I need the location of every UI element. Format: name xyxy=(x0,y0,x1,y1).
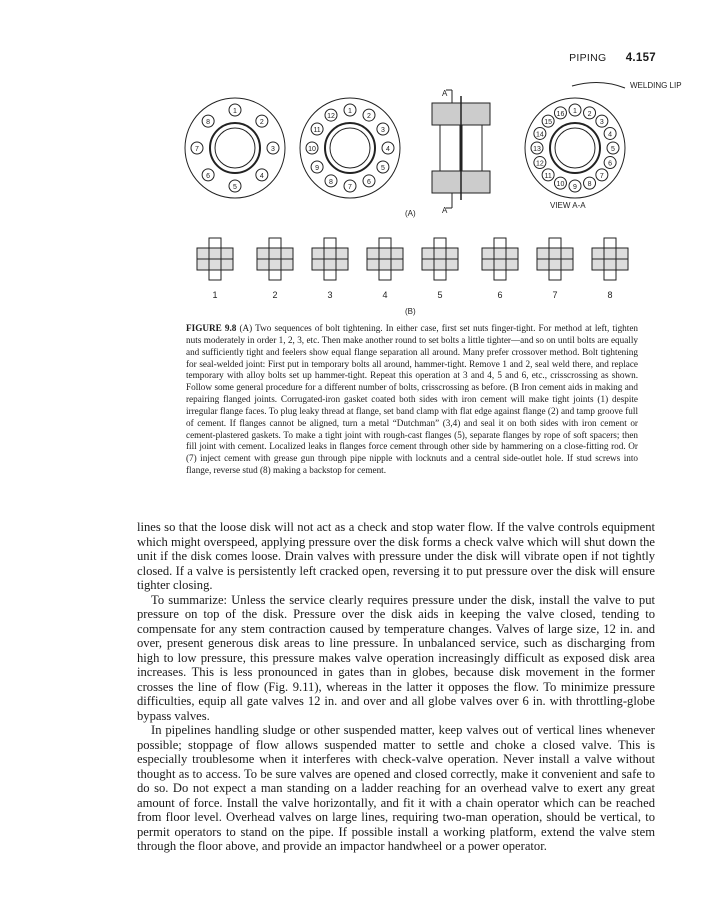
bolt-number: 11 xyxy=(313,127,321,134)
bolt-number: 12 xyxy=(327,113,335,121)
bolt-number: 4 xyxy=(608,131,613,139)
view-aa-label: VIEW A-A xyxy=(550,201,586,210)
flange-section-view xyxy=(432,90,490,208)
bolt-number: 8 xyxy=(587,181,592,189)
section-a-bottom-label: A xyxy=(442,206,448,215)
method-number: 5 xyxy=(437,290,443,300)
method-number: 8 xyxy=(607,290,613,300)
bolt-number: 6 xyxy=(608,160,613,168)
bolt-number: 7 xyxy=(195,146,199,153)
figure-9-8 xyxy=(170,68,682,318)
part-a-label: (A) xyxy=(405,209,416,218)
bolt-number: 6 xyxy=(206,172,211,180)
section-a-top-label: A xyxy=(442,89,448,98)
bolt-number: 11 xyxy=(544,172,552,180)
bolt-number: 12 xyxy=(535,160,544,168)
method-number: 2 xyxy=(272,290,278,300)
section-title: PIPING xyxy=(569,52,607,64)
running-header xyxy=(569,52,656,64)
bolt-number: 6 xyxy=(367,178,371,186)
bolt-number: 7 xyxy=(599,172,604,180)
bolt-number: 3 xyxy=(271,146,275,153)
bolt-number: 5 xyxy=(233,184,237,191)
welding-lip-label: WELDING LIP xyxy=(630,81,682,90)
method-number: 3 xyxy=(327,290,333,300)
bolt-number: 4 xyxy=(386,146,390,153)
bolt-number: 5 xyxy=(380,165,385,172)
bolt-number: 7 xyxy=(348,184,352,191)
bolt-number: 5 xyxy=(611,146,615,153)
part-b-label: (B) xyxy=(405,307,416,316)
bolt-number: 13 xyxy=(533,146,541,153)
bolt-number: 8 xyxy=(329,178,333,186)
caption-text: (A) Two sequences of bolt tightening. In either case, first set nuts finger-tight. For method at left, tighten nuts moderately in order 1, 2, 3, etc. Then make another round to set bolts a little tighter—and so on until bolts are equally and sufficiently tight and feelers show equal flange separation all around. Many prefer crossover method. Bolt tightening for seal-welded joint: First put in temporary bolts all around, hammer-tight. Remove 1 and 2, seal weld there, and replace temporary with alloy bolts set up hammer-tight. Repeat this operation at 3 and 4, 5 and 6, etc., crisscrossing as shown. Follow some general procedure for a different number of bolts, crisscrossing as before. (B Iron cement aids in making and repairing flanged joints. Corrugated-iron gasket coated both sides with iron cement will make tight joints (1) despite irregular flange faces. To plug leaky thread at flange, set band clamp with flat edge against flange (2) and tamp groove full of cement. If flanges cannot be aligned, turn a metal “Dutchman” (3,4) and seal it on both sides with iron cement or cement-plastered gaskets. To make a tight joint with rough-cast flanges (5), separate flanges by rope of soft spacers; then fill joint with cement. Localized leaks in flanges force cement through other side by hammering on a close-fitting rod. Or (7) inject cement with grease gun through pipe nipple with locknuts and a central side-outlet hole. If stud screws into flange, reverse stud (8) making a backstop for cement. xyxy=(186,323,638,476)
paragraph: To summarize: Unless the service clearly requires pressure under the disk, install the valve to put pressure on top of the disk. Pressure over the disk aids in keeping the valve closed, tending to compensate for any stem contraction caused by temperature changes. Valves of large size, 12 in. and over, present generous disk areas to line pressure. In unbalanced service, such as discharging from high to low pressure, this pressure makes valve operation increasingly difficult as exposed disk area increases. This is less pronounced in gates than in globes, because disk movement in the former crosses the line of flow (Fig. 9.11), whereas in the latter it opposes the flow. To minimize pressure difficulties, equip all gate valves 12 in. and over and all globe valves over 6 in. with throttling-globe bypass valves. xyxy=(137,592,655,723)
method-number: 4 xyxy=(382,290,388,300)
bolt-number: 1 xyxy=(573,108,577,115)
method-number: 1 xyxy=(212,290,218,300)
bolt-number: 2 xyxy=(367,113,371,121)
flange-16-bolt xyxy=(525,82,625,198)
bolt-number: 8 xyxy=(206,119,211,127)
bolt-number: 10 xyxy=(556,181,565,189)
bolt-number: 9 xyxy=(573,184,577,191)
bolt-number: 9 xyxy=(315,165,320,172)
bolt-number: 15 xyxy=(544,119,553,127)
paragraph: In pipelines handling sludge or other suspended matter, keep valves out of vertical lines whenever possible; stoppage of flow allows suspended matter to settle and choke a closed valve. This is especially troublesome when it interferes with check-valve operation. Never install a valve without thought as to access. To be sure valves are opened and closed correctly, make it convenient and safe to do so. Do not expect a man standing on a ladder reaching for an overhead valve to exert any great amount of force. Install the valve horizontally, and fit it with a chain operator which can be reached from floor level. Overhead valves on large lines, requiring two-man operation, should be vertical, to permit operators to stand on the pipe. If possible install a working platform, extend the valve stem through the floor above, and provide an impactor handwheel or a power operator. xyxy=(137,723,655,853)
bolt-number: 1 xyxy=(233,108,237,115)
bolt-number: 3 xyxy=(599,119,604,127)
bolt-number: 2 xyxy=(587,110,592,118)
repair-methods-row xyxy=(197,238,628,280)
bolt-number: 1 xyxy=(348,108,352,115)
figure-label: FIGURE 9.8 xyxy=(186,323,237,333)
bolt-number: 10 xyxy=(308,146,316,153)
bolt-number: 16 xyxy=(556,110,565,118)
paragraph: lines so that the loose disk will not act as a check and stop water flow. If the valve controls equipment which might overspeed, applying pressure over the disk forms a check valve which will shut down the unit if the disk comes loose. Drain valves with pressure under the disk will vibrate open if not tightly closed. If a valve is persistently left cracked open, reversing it to put pressure over the disk will ensure tighter closing. xyxy=(137,520,655,592)
bolt-number: 14 xyxy=(535,131,544,139)
method-number: 7 xyxy=(552,290,558,300)
method-number: 6 xyxy=(497,290,503,300)
page-number: 4.157 xyxy=(625,52,656,64)
bolt-number: 4 xyxy=(259,172,264,180)
bolt-number: 2 xyxy=(259,119,264,127)
body-text xyxy=(137,520,655,854)
figure-caption xyxy=(186,323,638,477)
bolt-number: 3 xyxy=(380,127,385,134)
